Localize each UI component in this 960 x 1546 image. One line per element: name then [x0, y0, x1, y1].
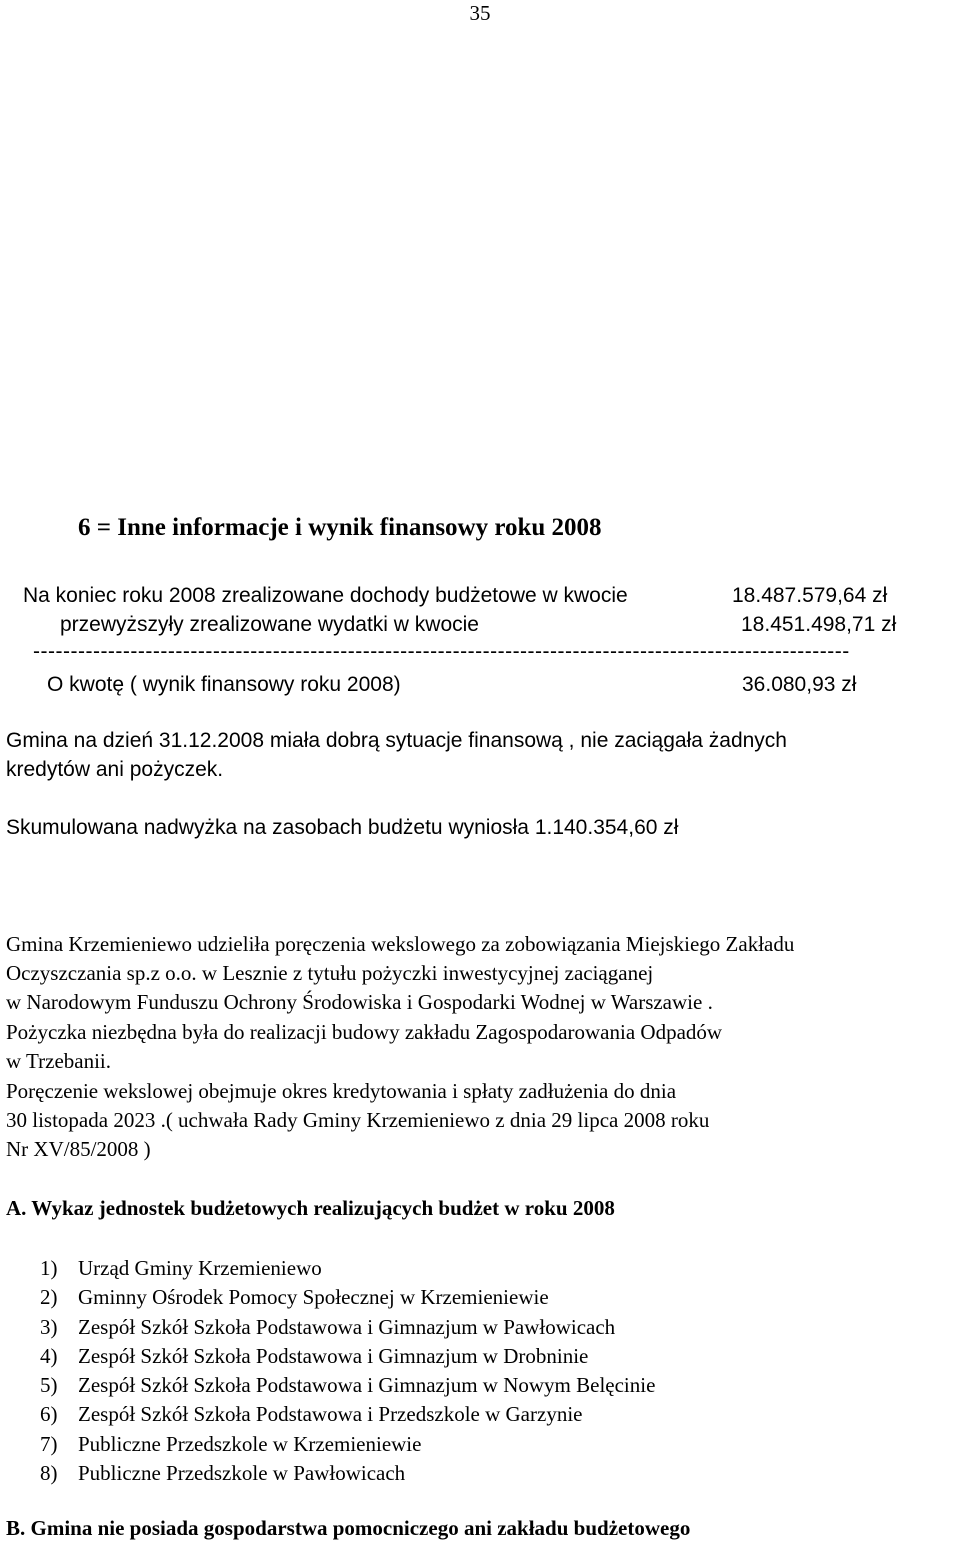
guarantee-line-7: 30 listopada 2023 .( uchwała Rady Gminy Krzemieniewo z dnia 29 lipca 2008 roku [6, 1108, 710, 1132]
list-item [40, 1400, 655, 1429]
section-a-heading: A. Wykaz jednostek budżetowych realizujących budżet w roku 2008 [6, 1196, 615, 1220]
list-item [40, 1283, 655, 1312]
list-item-number: 2) [40, 1285, 58, 1310]
revenue-label: Na koniec roku 2008 zrealizowane dochody budżetowe w kwocie [23, 584, 628, 607]
list-item-number: 6) [40, 1402, 58, 1427]
expense-label: przewyższyły zrealizowane wydatki w kwocie [60, 613, 479, 636]
guarantee-line-3: w Narodowym Funduszu Ochrony Środowiska i Gospodarki Wodnej w Warszawie . [6, 990, 713, 1014]
budget-units-list [40, 1254, 655, 1488]
list-item [40, 1342, 655, 1371]
list-item-number: 3) [40, 1314, 58, 1339]
page-number: 35 [469, 1, 491, 25]
list-item [40, 1371, 655, 1400]
list-item-label: Publiczne Przedszkole w Pawłowicach [78, 1461, 406, 1486]
list-item-label: Urząd Gminy Krzemieniewo [78, 1256, 322, 1280]
guarantee-line-4: Pożyczka niezbędna była do realizacji budowy zakładu Zagospodarowania Odpadów [6, 1020, 723, 1044]
result-value: 36.080,93 zł [742, 673, 857, 696]
section-title: 6 = Inne informacje i wynik finansowy roku 2008 [78, 514, 602, 541]
list-item-label: Zespół Szkół Szkoła Podstawowa i Gimnazjum w Drobninie [78, 1343, 589, 1368]
result-label: O kwotę ( wynik finansowy roku 2008) [47, 673, 401, 696]
list-item-number: 8) [40, 1461, 58, 1486]
debt-status-line-1: Gmina na dzień 31.12.2008 miała dobrą sytuacje finansową , nie zaciągała żadnych [6, 729, 787, 752]
list-item-label: Zespół Szkół Szkoła Podstawowa i Przedszkole w Garzynie [78, 1402, 583, 1427]
guarantee-line-6: Poręczenie wekslowej obejmuje okres kredytowania i spłaty zadłużenia do dnia [6, 1079, 677, 1103]
guarantee-line-1: Gmina Krzemieniewo udzieliła poręczenia wekslowego za zobowiązania Miejskiego Zakładu [6, 932, 795, 956]
list-item-label: Publiczne Przedszkole w Krzemieniewie [78, 1431, 422, 1456]
guarantee-line-5: w Trzebanii. [6, 1049, 111, 1073]
list-item [40, 1430, 655, 1459]
guarantee-line-2: Oczyszczania sp.z o.o. w Lesznie z tytułu pożyczki inwestycyjnej zaciąganej [6, 961, 654, 985]
list-item-number: 5) [40, 1373, 58, 1398]
section-b-heading: B. Gmina nie posiada gospodarstwa pomocniczego ani zakładu budżetowego [6, 1516, 691, 1540]
list-item [40, 1459, 655, 1488]
list-item-number: 7) [40, 1431, 58, 1456]
list-item [40, 1254, 655, 1283]
guarantee-line-8: Nr XV/85/2008 ) [6, 1137, 151, 1161]
list-item [40, 1313, 655, 1342]
debt-status-line-2: kredytów ani pożyczek. [6, 758, 224, 781]
list-item-number: 4) [40, 1343, 58, 1368]
revenue-value: 18.487.579,64 zł [732, 584, 888, 607]
list-item-label: Zespół Szkół Szkoła Podstawowa i Gimnazjum w Nowym Belęcinie [78, 1373, 656, 1398]
divider-line: ------------------------------------------------------------------------------------------------------------- [33, 640, 850, 663]
surplus-text: Skumulowana nadwyżka na zasobach budżetu wyniosła 1.140.354,60 zł [6, 816, 679, 839]
list-item-label: Gminny Ośrodek Pomocy Społecznej w Krzemieniewie [78, 1285, 549, 1310]
expense-value: 18.451.498,71 zł [741, 613, 897, 636]
list-item-number: 1) [40, 1256, 58, 1280]
list-item-label: Zespół Szkół Szkoła Podstawowa i Gimnazjum w Pawłowicach [78, 1314, 616, 1339]
